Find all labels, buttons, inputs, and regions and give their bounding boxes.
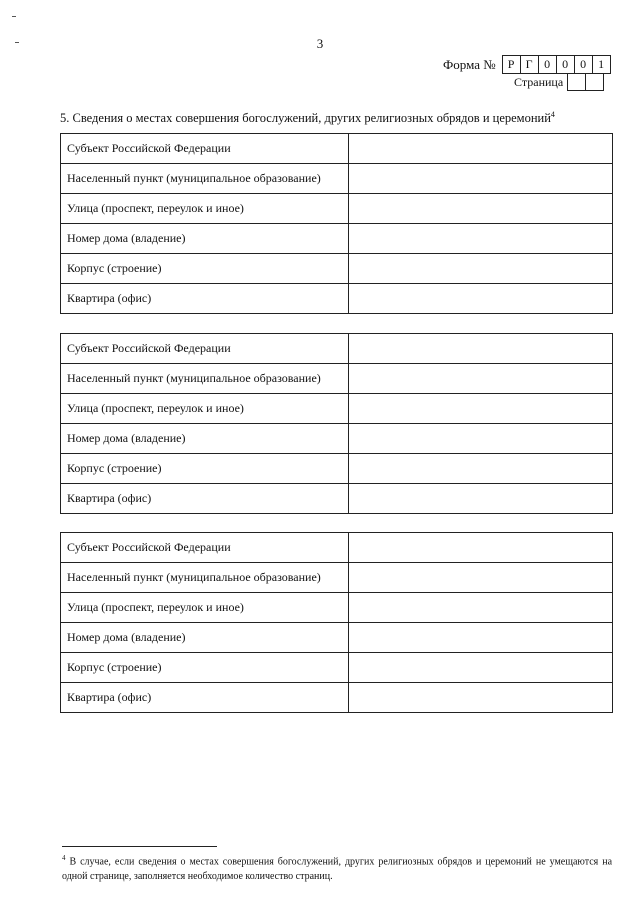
- field-value-input[interactable]: [349, 533, 613, 563]
- field-label: Квартира (офис): [61, 284, 349, 314]
- field-value-input[interactable]: [349, 653, 613, 683]
- field-label: Улица (проспект, переулок и иное): [61, 194, 349, 224]
- field-label: Субъект Российской Федерации: [61, 334, 349, 364]
- field-value-input[interactable]: [349, 424, 613, 454]
- footnote-separator: [62, 846, 217, 847]
- table-row: [61, 623, 613, 653]
- footnote: [62, 851, 612, 884]
- footnote-ref: 4: [550, 110, 555, 119]
- field-label: Корпус (строение): [61, 653, 349, 683]
- form-code-cell: Р: [507, 57, 515, 71]
- field-value-input[interactable]: [349, 134, 613, 164]
- address-table-1: [60, 133, 613, 314]
- field-label: Номер дома (владение): [61, 224, 349, 254]
- field-value-input[interactable]: [349, 284, 613, 314]
- table-row: [61, 394, 613, 424]
- field-label: Номер дома (владение): [61, 623, 349, 653]
- table-row: [61, 364, 613, 394]
- field-label: Квартира (офис): [61, 484, 349, 514]
- field-value-input[interactable]: [349, 454, 613, 484]
- form-code-cell: 0: [574, 56, 592, 73]
- form-number-label: Форма №: [443, 56, 496, 72]
- field-value-input[interactable]: [349, 563, 613, 593]
- page-field-label: Страница: [514, 74, 564, 89]
- field-label: Улица (проспект, переулок и иное): [61, 593, 349, 623]
- table-row: [61, 683, 613, 713]
- field-value-input[interactable]: [349, 623, 613, 653]
- page-number: 3: [316, 36, 324, 51]
- address-table-3: [60, 532, 613, 713]
- table-row: [61, 424, 613, 454]
- table-row: [61, 653, 613, 683]
- page-digit-input[interactable]: [586, 73, 604, 91]
- table-row: [61, 563, 613, 593]
- page-digit-input[interactable]: [567, 73, 586, 91]
- table-row: [61, 134, 613, 164]
- scan-mark: [12, 16, 16, 17]
- field-value-input[interactable]: [349, 394, 613, 424]
- table-row: [61, 194, 613, 224]
- field-label: Населенный пункт (муниципальное образование): [61, 364, 349, 394]
- table-row: [61, 224, 613, 254]
- field-label: Субъект Российской Федерации: [61, 134, 349, 164]
- form-number: [443, 55, 611, 74]
- field-label: Номер дома (владение): [61, 424, 349, 454]
- table-row: [61, 454, 613, 484]
- field-label: Населенный пункт (муниципальное образование): [61, 563, 349, 593]
- field-label: Улица (проспект, переулок и иное): [61, 394, 349, 424]
- field-label: Субъект Российской Федерации: [61, 533, 349, 563]
- form-code-cell: Г: [520, 56, 538, 73]
- field-value-input[interactable]: [349, 593, 613, 623]
- field-value-input[interactable]: [349, 254, 613, 284]
- field-label: Населенный пункт (муниципальное образование): [61, 164, 349, 194]
- table-row: [61, 254, 613, 284]
- table-row: [61, 164, 613, 194]
- field-value-input[interactable]: [349, 484, 613, 514]
- field-value-input[interactable]: [349, 334, 613, 364]
- section-title-text: 5. Сведения о местах совершения богослужений, других религиозных обрядов и церемоний: [60, 111, 551, 126]
- field-label: Корпус (строение): [61, 454, 349, 484]
- field-label: Квартира (офис): [61, 683, 349, 713]
- field-label: Корпус (строение): [61, 254, 349, 284]
- table-row: [61, 334, 613, 364]
- form-code-cell: 0: [556, 56, 574, 73]
- page-field: [514, 73, 604, 91]
- table-row: [61, 533, 613, 563]
- address-table-2: [60, 333, 613, 514]
- field-value-input[interactable]: [349, 364, 613, 394]
- field-value-input[interactable]: [349, 194, 613, 224]
- footnote-number: 4: [62, 854, 66, 862]
- field-value-input[interactable]: [349, 224, 613, 254]
- form-code-cell: 0: [538, 56, 556, 73]
- section-title: [60, 110, 555, 126]
- footnote-text: В случае, если сведения о местах совершения богослужений, других религиозных обрядов и церемоний не умещаются на одной странице, заполняется необходимое количество страниц.: [62, 856, 613, 883]
- field-value-input[interactable]: [349, 164, 613, 194]
- table-row: [61, 593, 613, 623]
- table-row: [61, 284, 613, 314]
- form-code-cells: [502, 55, 611, 74]
- table-row: [61, 484, 613, 514]
- form-code-cell: 1: [592, 56, 610, 73]
- field-value-input[interactable]: [349, 683, 613, 713]
